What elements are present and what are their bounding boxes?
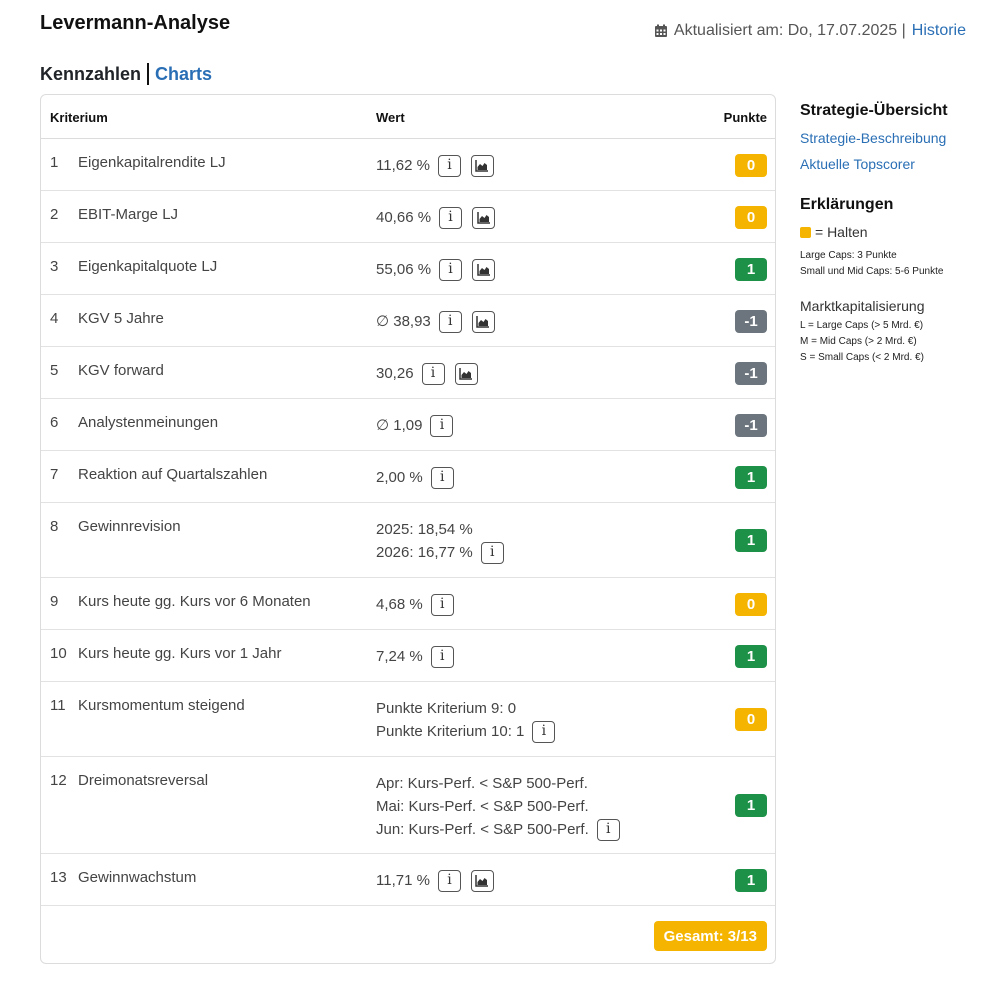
table-row [41, 295, 775, 347]
market-cap-title: Marktkapitalisierung [800, 298, 925, 314]
value-text: ∅ 1,09 [376, 417, 423, 434]
points-badge: 1 [735, 258, 767, 281]
table-row [41, 630, 775, 682]
points-badge: 1 [735, 645, 767, 668]
points-badge: -1 [735, 310, 767, 333]
value-line [376, 818, 630, 841]
value-line [376, 541, 514, 564]
value-text: 55,06 % [376, 261, 432, 278]
value-text: ∅ 38,93 [376, 313, 431, 330]
value-text: Apr: Kurs-Perf. < S&P 500-Perf. [376, 775, 588, 792]
value-cell [376, 466, 464, 489]
value-text: 2026: 16,77 % [376, 544, 473, 561]
table-row [41, 243, 775, 295]
page-title: Levermann-Analyse [40, 12, 231, 34]
info-icon[interactable]: i [439, 311, 462, 333]
table-row [41, 503, 775, 578]
value-text: 2,00 % [376, 469, 423, 486]
points-badge: 0 [735, 206, 767, 229]
strategy-description-link[interactable]: Strategie-Beschreibung [800, 130, 947, 146]
table-header [41, 95, 775, 139]
value-line [376, 414, 463, 437]
info-icon[interactable]: i [431, 467, 454, 489]
value-cell [376, 869, 494, 892]
value-cell [376, 593, 464, 616]
table-row [41, 578, 775, 630]
points-badge: 0 [735, 154, 767, 177]
criterion-name: Gewinnwachstum [78, 869, 197, 886]
table-row [41, 757, 775, 854]
criterion-name: Kurs heute gg. Kurs vor 1 Jahr [78, 645, 282, 662]
value-line [376, 772, 630, 795]
legend-hold [800, 224, 990, 240]
legend-hold-label: = Halten [815, 224, 868, 240]
criterion-number: 12 [50, 772, 67, 789]
points-badge: 1 [735, 794, 767, 817]
strategy-overview-title: Strategie-Übersicht [800, 102, 948, 119]
info-icon[interactable]: i [439, 207, 462, 229]
value-text: 2025: 18,54 % [376, 521, 473, 538]
value-text: 40,66 % [376, 209, 432, 226]
info-icon[interactable]: i [439, 259, 462, 281]
tab-kennzahlen[interactable]: Kennzahlen [40, 63, 142, 84]
value-cell [376, 645, 464, 668]
info-icon[interactable]: i [597, 819, 620, 841]
info-icon[interactable]: i [438, 155, 461, 177]
value-line [376, 593, 464, 616]
value-cell [376, 206, 495, 229]
market-cap-mid: M = Mid Caps (> 2 Mrd. €) [800, 336, 917, 347]
value-line [376, 518, 514, 541]
sidebar [800, 102, 990, 366]
total-row [41, 906, 775, 964]
info-icon[interactable]: i [422, 363, 445, 385]
total-badge: Gesamt: 3/13 [654, 921, 767, 951]
column-header-kriterium: Kriterium [50, 110, 108, 125]
value-cell [376, 772, 630, 841]
criterion-name: KGV forward [78, 362, 164, 379]
area-chart-icon[interactable] [472, 311, 495, 333]
top-scorer-link[interactable]: Aktuelle Topscorer [800, 156, 915, 172]
table-row [41, 347, 775, 399]
area-chart-icon[interactable] [471, 155, 494, 177]
criterion-name: Kursmomentum steigend [78, 697, 245, 714]
subnav [40, 63, 212, 85]
points-badge: 1 [735, 466, 767, 489]
value-text: Punkte Kriterium 10: 1 [376, 723, 525, 740]
explanations-title: Erklärungen [800, 196, 894, 213]
value-line [376, 795, 630, 818]
criterion-number: 5 [50, 362, 59, 379]
value-cell [376, 154, 494, 177]
area-chart-icon[interactable] [471, 870, 494, 892]
table-row [41, 682, 775, 757]
subnav-divider [147, 63, 149, 85]
criterion-number: 11 [50, 697, 66, 714]
small-mid-caps-note: Small und Mid Caps: 5-6 Punkte [800, 266, 944, 277]
value-cell [376, 697, 565, 743]
value-text: 11,62 % [376, 157, 430, 174]
value-line [376, 258, 495, 281]
table-body [41, 139, 775, 906]
criterion-number: 4 [50, 310, 59, 327]
info-icon[interactable]: i [481, 542, 504, 564]
market-cap-small: S = Small Caps (< 2 Mrd. €) [800, 352, 924, 363]
criterion-number: 7 [50, 466, 59, 483]
points-badge: 1 [735, 869, 767, 892]
points-badge: 0 [735, 708, 767, 731]
points-badge: 1 [735, 529, 767, 552]
table-row [41, 191, 775, 243]
area-chart-icon[interactable] [455, 363, 478, 385]
criterion-number: 9 [50, 593, 59, 610]
criterion-number: 3 [50, 258, 59, 275]
area-chart-icon[interactable] [472, 207, 495, 229]
criterion-name: Gewinnrevision [78, 518, 181, 535]
value-text: Jun: Kurs-Perf. < S&P 500-Perf. [376, 821, 589, 838]
criterion-number: 6 [50, 414, 59, 431]
points-badge: -1 [735, 414, 767, 437]
value-text: 11,71 % [376, 872, 430, 889]
criterion-name: Eigenkapitalquote LJ [78, 258, 218, 275]
table-row [41, 451, 775, 503]
criterion-name: EBIT-Marge LJ [78, 206, 179, 223]
info-icon[interactable]: i [431, 594, 454, 616]
value-text: Mai: Kurs-Perf. < S&P 500-Perf. [376, 798, 589, 815]
info-icon[interactable]: i [431, 646, 454, 668]
value-cell [376, 310, 495, 333]
market-cap-large: L = Large Caps (> 5 Mrd. €) [800, 320, 924, 331]
criteria-table [40, 94, 776, 964]
table-row [41, 854, 775, 906]
value-line [376, 362, 478, 385]
info-icon[interactable]: i [532, 721, 555, 743]
value-line [376, 310, 495, 333]
criterion-name: Reaktion auf Quartalszahlen [78, 466, 268, 483]
value-text: Punkte Kriterium 9: 0 [376, 700, 517, 717]
value-cell [376, 258, 495, 281]
value-line [376, 206, 495, 229]
criterion-name: Dreimonatsreversal [78, 772, 209, 789]
criterion-name: Kurs heute gg. Kurs vor 6 Monaten [78, 593, 311, 610]
value-line [376, 645, 464, 668]
value-text: 7,24 % [376, 648, 423, 665]
table-row [41, 139, 775, 191]
updated-info [654, 22, 966, 40]
value-cell [376, 362, 478, 385]
value-cell [376, 414, 463, 437]
value-text: 30,26 [376, 365, 414, 382]
value-cell [376, 518, 514, 564]
large-caps-note: Large Caps: 3 Punkte [800, 250, 897, 261]
updated-label: Aktualisiert am: Do, 17.07.2025 | [673, 22, 906, 39]
hold-color-swatch [800, 227, 811, 238]
value-line [376, 869, 494, 892]
criterion-name: Analystenmeinungen [78, 414, 219, 431]
criterion-number: 13 [50, 869, 67, 886]
criterion-number: 1 [50, 154, 59, 171]
area-chart-icon[interactable] [472, 259, 495, 281]
points-badge: 0 [735, 593, 767, 616]
criterion-number: 8 [50, 518, 59, 535]
calendar-icon [654, 24, 668, 38]
value-line [376, 720, 565, 743]
criterion-number: 10 [50, 645, 67, 662]
points-badge: -1 [735, 362, 767, 385]
value-line [376, 154, 494, 177]
criterion-name: KGV 5 Jahre [78, 310, 164, 327]
value-text: 4,68 % [376, 596, 423, 613]
value-line [376, 697, 565, 720]
info-icon[interactable]: i [438, 870, 461, 892]
criterion-name: Eigenkapitalrendite LJ [78, 154, 226, 171]
history-link[interactable]: Historie [911, 22, 966, 39]
value-line [376, 466, 464, 489]
criterion-number: 2 [50, 206, 59, 223]
table-row [41, 399, 775, 451]
tab-charts[interactable]: Charts [155, 63, 213, 84]
column-header-punkte: Punkte [723, 110, 767, 125]
info-icon[interactable]: i [430, 415, 453, 437]
column-header-wert: Wert [376, 110, 405, 125]
